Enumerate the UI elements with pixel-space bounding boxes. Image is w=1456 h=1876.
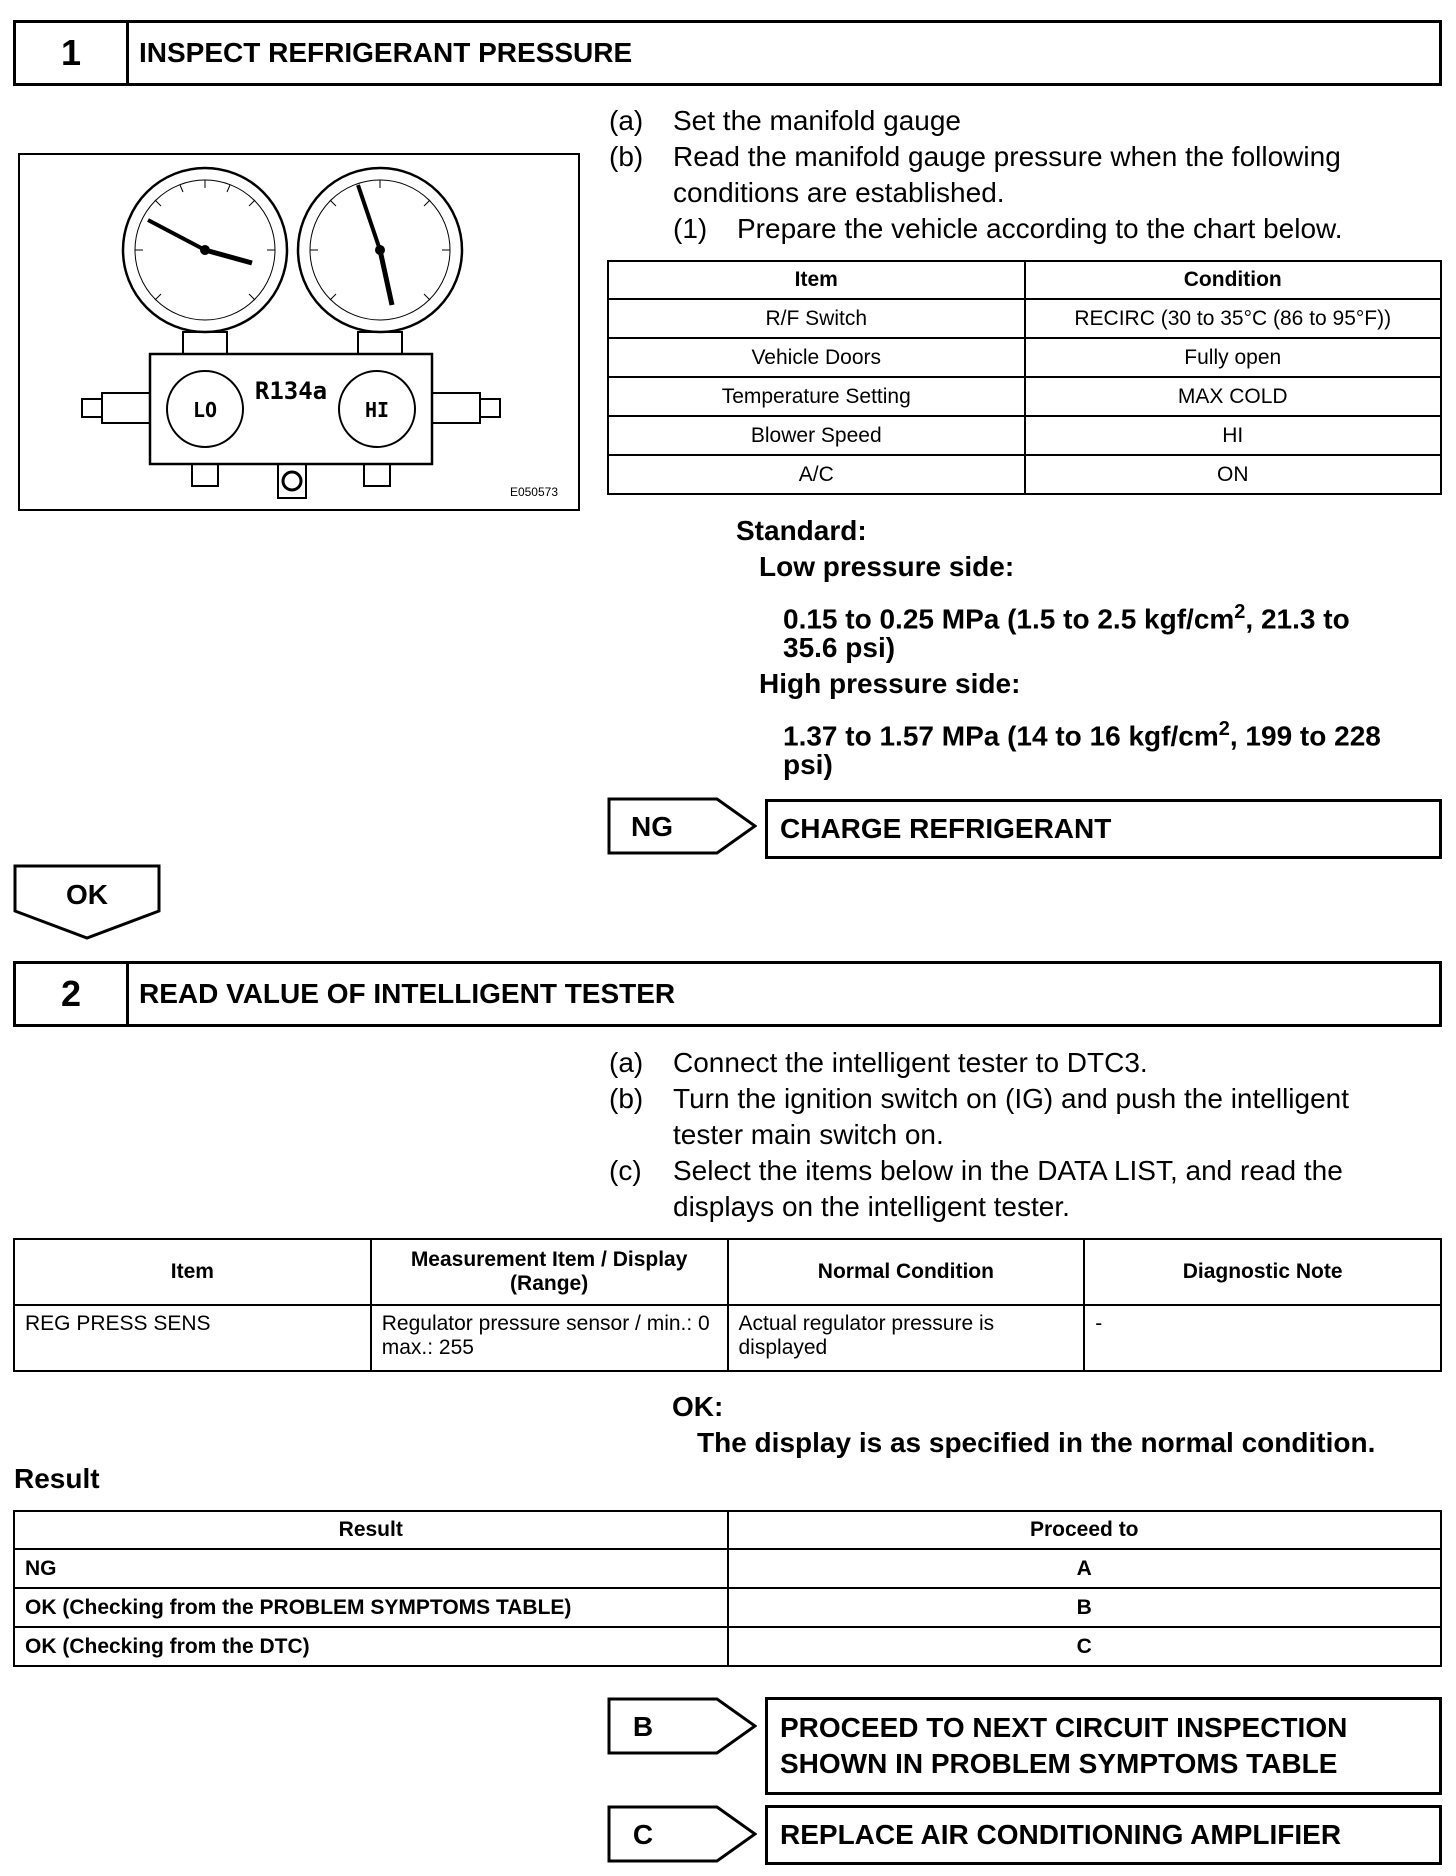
instruction-text-cont: displays on the intelligent tester. xyxy=(673,1191,1070,1222)
table-cell: Actual regulator pressure is displayed xyxy=(728,1305,1085,1371)
outcome-b-arrow xyxy=(607,1697,757,1755)
table-row xyxy=(14,1549,1441,1588)
step1-sub-instruction xyxy=(673,211,1453,247)
table-row xyxy=(14,1627,1441,1666)
step2-instruction-a xyxy=(609,1045,1449,1081)
table-cell: HI xyxy=(1025,416,1442,455)
table-row xyxy=(608,299,1441,338)
low-pressure-text: 0.15 to 0.25 MPa (1.5 to 2.5 kgf/cm xyxy=(783,603,1235,635)
outcome-c-arrow xyxy=(607,1805,757,1863)
instruction-text-cont: tester main switch on. xyxy=(673,1119,944,1150)
step2-instruction-c xyxy=(609,1153,1449,1225)
table-cell: RECIRC (30 to 35°C (86 to 95°F)) xyxy=(1025,299,1442,338)
instruction-label: (a) xyxy=(609,105,644,136)
table-cell: MAX COLD xyxy=(1025,377,1442,416)
table-cell: Temperature Setting xyxy=(608,377,1025,416)
outcome-b-line2: SHOWN IN PROBLEM SYMPTOMS TABLE xyxy=(780,1748,1338,1779)
high-pressure-text: 1.37 to 1.57 MPa (14 to 16 kgf/cm xyxy=(783,720,1219,752)
ng-label: NG xyxy=(631,811,673,842)
step2-header xyxy=(13,961,1442,1027)
result-table-header: Proceed to xyxy=(728,1511,1442,1549)
table-row xyxy=(608,377,1441,416)
table-row xyxy=(608,455,1441,494)
standard-heading: Standard: xyxy=(736,515,867,546)
outcome-c-label: C xyxy=(632,1819,654,1850)
outcome-b-label: B xyxy=(632,1711,654,1742)
result-heading: Result xyxy=(14,1463,100,1494)
manifold-gauge-figure xyxy=(18,153,580,511)
data-table-header: Normal Condition xyxy=(728,1239,1085,1305)
table-row xyxy=(14,1588,1441,1627)
outcome-b-line1: PROCEED TO NEXT CIRCUIT INSPECTION xyxy=(780,1712,1348,1743)
result-table xyxy=(13,1510,1442,1667)
step2-title: READ VALUE OF INTELLIGENT TESTER xyxy=(139,978,676,1009)
table-cell: Blower Speed xyxy=(608,416,1025,455)
figure-id: E050573 xyxy=(509,485,558,499)
table-cell: B xyxy=(728,1588,1442,1627)
manifold-gauge-illustration xyxy=(20,155,578,509)
data-table-header: Item xyxy=(14,1239,371,1305)
table-cell: C xyxy=(728,1627,1442,1666)
step2-instruction-b xyxy=(609,1081,1449,1153)
step1-title: INSPECT REFRIGERANT PRESSURE xyxy=(139,37,633,68)
high-pressure-heading: High pressure side: xyxy=(759,668,1021,699)
step2-number: 2 xyxy=(16,964,129,1024)
data-table-header: Measurement Item / Display (Range) xyxy=(371,1239,728,1305)
instruction-text-cont: conditions are established. xyxy=(673,177,1005,208)
condition-table xyxy=(607,260,1442,495)
data-list-table xyxy=(13,1238,1442,1372)
condition-table-header: Condition xyxy=(1025,261,1442,299)
outcome-b-box xyxy=(765,1697,1442,1795)
table-cell: Regulator pressure sensor / min.: 0 max.: 255 xyxy=(371,1305,728,1371)
table-cell: A xyxy=(728,1549,1442,1588)
instruction-text: Select the items below in the DATA LIST, and read the xyxy=(673,1155,1343,1186)
ok-label: OK xyxy=(66,879,108,910)
refrigerant-label: R134a xyxy=(254,377,328,405)
step1-instruction-b xyxy=(609,139,1449,211)
instruction-label: (1) xyxy=(673,213,708,244)
result-table-header: Result xyxy=(14,1511,728,1549)
charge-refrigerant-box: CHARGE REFRIGERANT xyxy=(765,799,1442,859)
high-pressure-value-cont: psi) xyxy=(783,749,833,780)
low-pressure-value-cont: 35.6 psi) xyxy=(783,632,896,663)
table-cell: - xyxy=(1084,1305,1441,1371)
high-pressure-text: , 199 to 228 xyxy=(1229,720,1381,752)
instruction-text: Connect the intelligent tester to DTC3. xyxy=(673,1047,1148,1078)
table-row xyxy=(608,416,1441,455)
superscript: 2 xyxy=(1218,718,1230,740)
instruction-text: Set the manifold gauge xyxy=(673,105,961,136)
step1-header xyxy=(13,20,1442,86)
low-pressure-text: , 21.3 to xyxy=(1245,603,1350,635)
instruction-label: (a) xyxy=(609,1047,644,1078)
instruction-text: Prepare the vehicle according to the chart below. xyxy=(737,213,1343,244)
table-cell: Fully open xyxy=(1025,338,1442,377)
condition-table-header: Item xyxy=(608,261,1025,299)
table-cell: Vehicle Doors xyxy=(608,338,1025,377)
superscript: 2 xyxy=(1234,601,1246,623)
table-cell: A/C xyxy=(608,455,1025,494)
table-row xyxy=(608,338,1441,377)
instruction-text: Read the manifold gauge pressure when the following xyxy=(673,141,1341,172)
table-cell: R/F Switch xyxy=(608,299,1025,338)
ok-heading: OK: xyxy=(672,1391,724,1422)
ng-arrow xyxy=(607,797,757,855)
instruction-label: (b) xyxy=(609,141,644,172)
outcome-c-box: REPLACE AIR CONDITIONING AMPLIFIER xyxy=(765,1805,1442,1865)
high-label: HI xyxy=(364,398,390,422)
step1-instruction-a xyxy=(609,103,1449,139)
high-pressure-value xyxy=(783,711,1381,754)
instruction-label: (c) xyxy=(609,1155,642,1186)
instruction-label: (b) xyxy=(609,1083,644,1114)
table-row xyxy=(14,1305,1441,1371)
table-cell: OK (Checking from the PROBLEM SYMPTOMS TABLE) xyxy=(14,1588,728,1627)
ok-arrow xyxy=(13,864,161,940)
ok-spec-text: The display is as specified in the normal condition. xyxy=(697,1427,1376,1458)
data-table-header: Diagnostic Note xyxy=(1084,1239,1441,1305)
table-cell: OK (Checking from the DTC) xyxy=(14,1627,728,1666)
table-cell: NG xyxy=(14,1549,728,1588)
low-pressure-heading: Low pressure side: xyxy=(759,551,1015,582)
table-cell: ON xyxy=(1025,455,1442,494)
step1-number: 1 xyxy=(16,23,129,83)
instruction-text: Turn the ignition switch on (IG) and push the intelligent xyxy=(673,1083,1350,1114)
low-label: LO xyxy=(192,398,218,422)
table-cell: REG PRESS SENS xyxy=(14,1305,371,1371)
